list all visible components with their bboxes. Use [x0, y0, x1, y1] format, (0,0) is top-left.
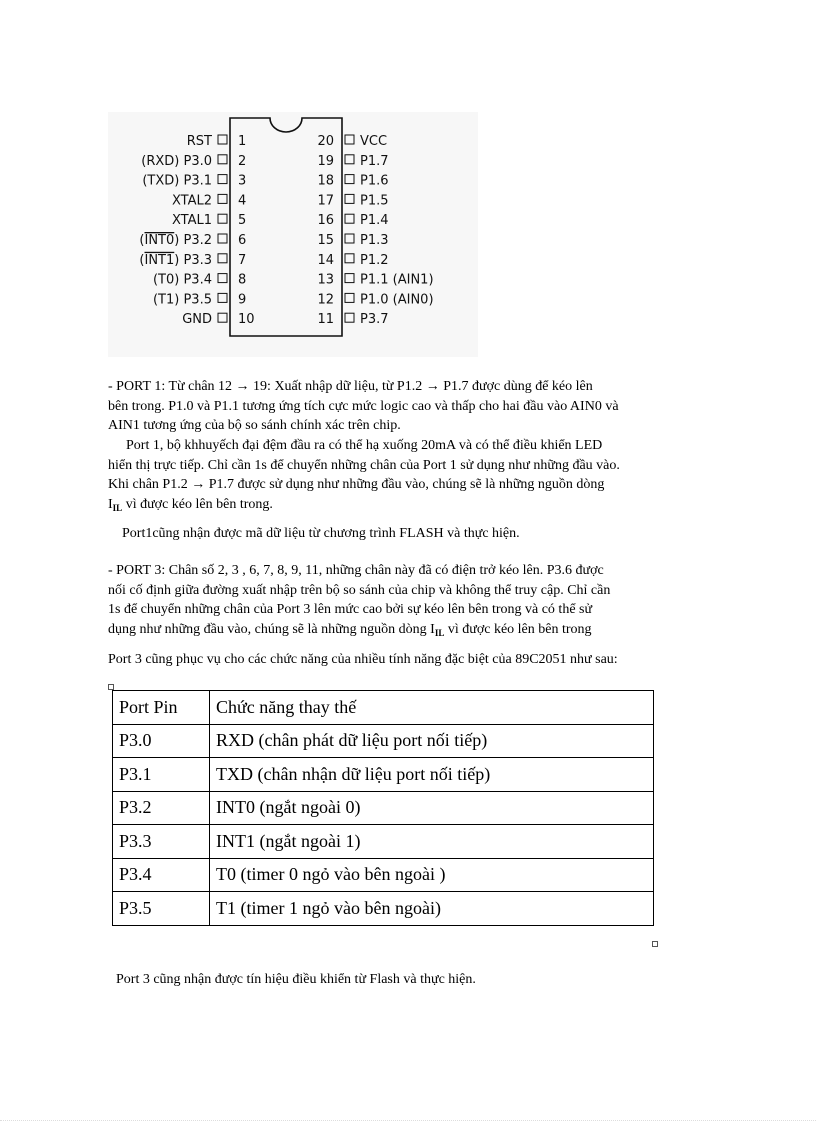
pin-pad [218, 214, 227, 223]
pin-pad [218, 293, 227, 302]
pin-label: P1.6 [360, 173, 389, 189]
table-cell-function: INT1 (ngắt ngoài 1) [210, 825, 654, 859]
port1-paragraph-2 [108, 436, 620, 518]
pin-pad [218, 175, 227, 184]
port3-line: Port 3 cũng phục vụ cho các chức năng của nhiều tính năng đặc biệt của 89C2051 như sau: [108, 652, 618, 667]
port1-line: Port1cũng nhận được mã dữ liệu từ chương trình FLASH và thực hiện. [122, 526, 520, 541]
port3-line: 1s để chuyển những chân của Port 3 lên mức cao bởi sự kéo lên bên trong và có thể sử [108, 602, 593, 617]
pin-pad [345, 234, 354, 243]
table-cell-function: INT0 (ngắt ngoài 0) [210, 791, 654, 825]
port1-paragraph [108, 377, 619, 436]
current-symbol: I [108, 496, 113, 512]
table-row [113, 758, 654, 792]
table-cell-function: T0 (timer 0 ngỏ vào bên ngoài ) [210, 858, 654, 892]
port1-line: hiển thị trực tiếp. Chỉ cần 1s để chuyển những chân của Port 1 sử dụng như những đầu vào. [108, 457, 620, 473]
pin-number: 4 [238, 193, 247, 209]
table-header-cell: Port Pin [113, 691, 210, 725]
pinout-diagram [108, 112, 478, 357]
pin-number: 5 [238, 213, 247, 229]
pin-label: (T1) P3.5 [152, 292, 212, 308]
alternate-function-table [112, 690, 654, 926]
port1-line: - PORT 1: Từ chân 12 → 19: Xuất nhập dữ liệu, từ P1.2 → P1.7 được dùng để kéo lên [108, 379, 593, 394]
pin-pad [345, 274, 354, 283]
pin-number: 1 [238, 134, 247, 149]
pin-number: 14 [317, 252, 334, 268]
port1-paragraph-3 [108, 524, 520, 544]
pin-pad [218, 274, 227, 283]
pin-number: 11 [317, 312, 334, 328]
pin-number: 8 [238, 272, 247, 288]
pin-label: (INT1) P3.3 [139, 252, 212, 268]
table-cell-function: TXD (chân nhận dữ liệu port nối tiếp) [210, 758, 654, 792]
closing-paragraph: Port 3 cũng nhận được tín hiệu điều khiển từ Flash và thực hiện. [116, 972, 476, 987]
port1-line [108, 495, 620, 519]
port1-line-text: vì được kéo lên bên trong. [122, 496, 273, 512]
current-subscript: IL [112, 502, 123, 513]
pin-label: (TXD) P3.1 [142, 173, 212, 189]
port1-line: Port 1, bộ khhuyếch đại đệm đầu ra có thể hạ xuống 20mA và có thể điều khiển LED [126, 438, 603, 453]
pin-pad [345, 175, 354, 184]
current-subscript: IL [434, 627, 445, 638]
pin-pad [345, 313, 354, 322]
table-cell-pin: P3.1 [113, 758, 210, 792]
pin-label: GND [182, 312, 212, 328]
table-row [113, 791, 654, 825]
pin-label: XTAL1 [171, 213, 212, 229]
pin-pad [218, 155, 227, 164]
pin-pad [345, 135, 354, 144]
table-cell-pin: P3.0 [113, 724, 210, 758]
table-cell-pin: P3.2 [113, 791, 210, 825]
pin-label: P3.7 [360, 312, 389, 328]
pin-label: P1.4 [360, 213, 389, 229]
pin-label: RST [186, 134, 212, 149]
pin-pad [345, 214, 354, 223]
pin-pad [218, 194, 227, 203]
pin-number: 16 [317, 213, 334, 229]
port3-line: - PORT 3: Chân số 2, 3 , 6, 7, 8, 9, 11, những chân này đã có điện trở kéo lên. P3.6 được [108, 563, 604, 578]
pin-label: P1.7 [360, 153, 389, 169]
pin-number: 6 [238, 233, 247, 248]
port3-line [108, 620, 610, 644]
pin-pad [345, 194, 354, 203]
pin-label: P1.5 [360, 193, 389, 209]
pin-label: P1.3 [360, 233, 389, 248]
port3-line-text: vì được kéo lên bên trong [444, 621, 592, 637]
pin-label: (INT0) P3.2 [139, 233, 212, 248]
table-row [113, 724, 654, 758]
pin-number: 15 [317, 233, 334, 248]
table-cell-pin: P3.5 [113, 892, 210, 926]
pin-number: 3 [238, 173, 247, 189]
port1-line: bên trong. P1.0 và P1.1 tương ứng tích cực mức logic cao và thấp cho hai đầu vào AIN0 và [108, 398, 619, 414]
table-cell-pin: P3.4 [113, 858, 210, 892]
table-row [113, 892, 654, 926]
table-cell-function: T1 (timer 1 ngỏ vào bên ngoài) [210, 892, 654, 926]
pin-number: 2 [238, 153, 247, 169]
port1-line: AIN1 tương ứng của bộ so sánh chính xác trên chip. [108, 418, 401, 433]
table-cell-pin: P3.3 [113, 825, 210, 859]
port3-paragraph [108, 561, 610, 643]
pin-number: 20 [317, 134, 334, 149]
table-handle [652, 941, 658, 947]
pin-number: 19 [317, 153, 334, 169]
pin-number: 7 [238, 252, 247, 268]
pin-label: XTAL2 [171, 193, 212, 209]
pin-number: 13 [317, 272, 334, 288]
pin-label: P1.1 (AIN1) [360, 272, 434, 288]
pin-pad [345, 293, 354, 302]
pin-label: VCC [360, 134, 388, 149]
pin-number: 10 [238, 312, 255, 328]
pin-pad [345, 155, 354, 164]
pin-pad [218, 234, 227, 243]
pin-label: P1.2 [360, 252, 389, 268]
port3-line: nối cố định giữa đường xuất nhập trên bộ so sánh của chip và không thể truy cập. Chỉ cần [108, 582, 611, 598]
table-row [113, 825, 654, 859]
pin-number: 18 [317, 173, 334, 189]
table-row [113, 858, 654, 892]
pin-pad [218, 254, 227, 263]
table-cell-function: RXD (chân phát dữ liệu port nối tiếp) [210, 724, 654, 758]
port3-paragraph-2 [108, 650, 618, 670]
page-bottom-divider [0, 1120, 816, 1121]
pin-number: 12 [317, 292, 334, 308]
pin-label: P1.0 (AIN0) [360, 292, 434, 308]
table-header-row [113, 691, 654, 725]
port3-line-text: dụng như những đầu vào, chúng sẽ là những nguồn dòng I [108, 621, 435, 637]
pin-pad [218, 135, 227, 144]
port1-line: Khi chân P1.2 → P1.7 được sử dụng như những đầu vào, chúng sẽ là những nguồn dòng [108, 477, 605, 492]
pin-pad [218, 313, 227, 322]
pin-label: (T0) P3.4 [152, 272, 212, 288]
chip-svg [108, 112, 478, 357]
pin-label: (RXD) P3.0 [141, 153, 212, 169]
table-header-cell: Chức năng thay thế [210, 691, 654, 725]
pin-pad [345, 254, 354, 263]
pin-number: 9 [238, 292, 247, 308]
pin-number: 17 [317, 193, 334, 209]
